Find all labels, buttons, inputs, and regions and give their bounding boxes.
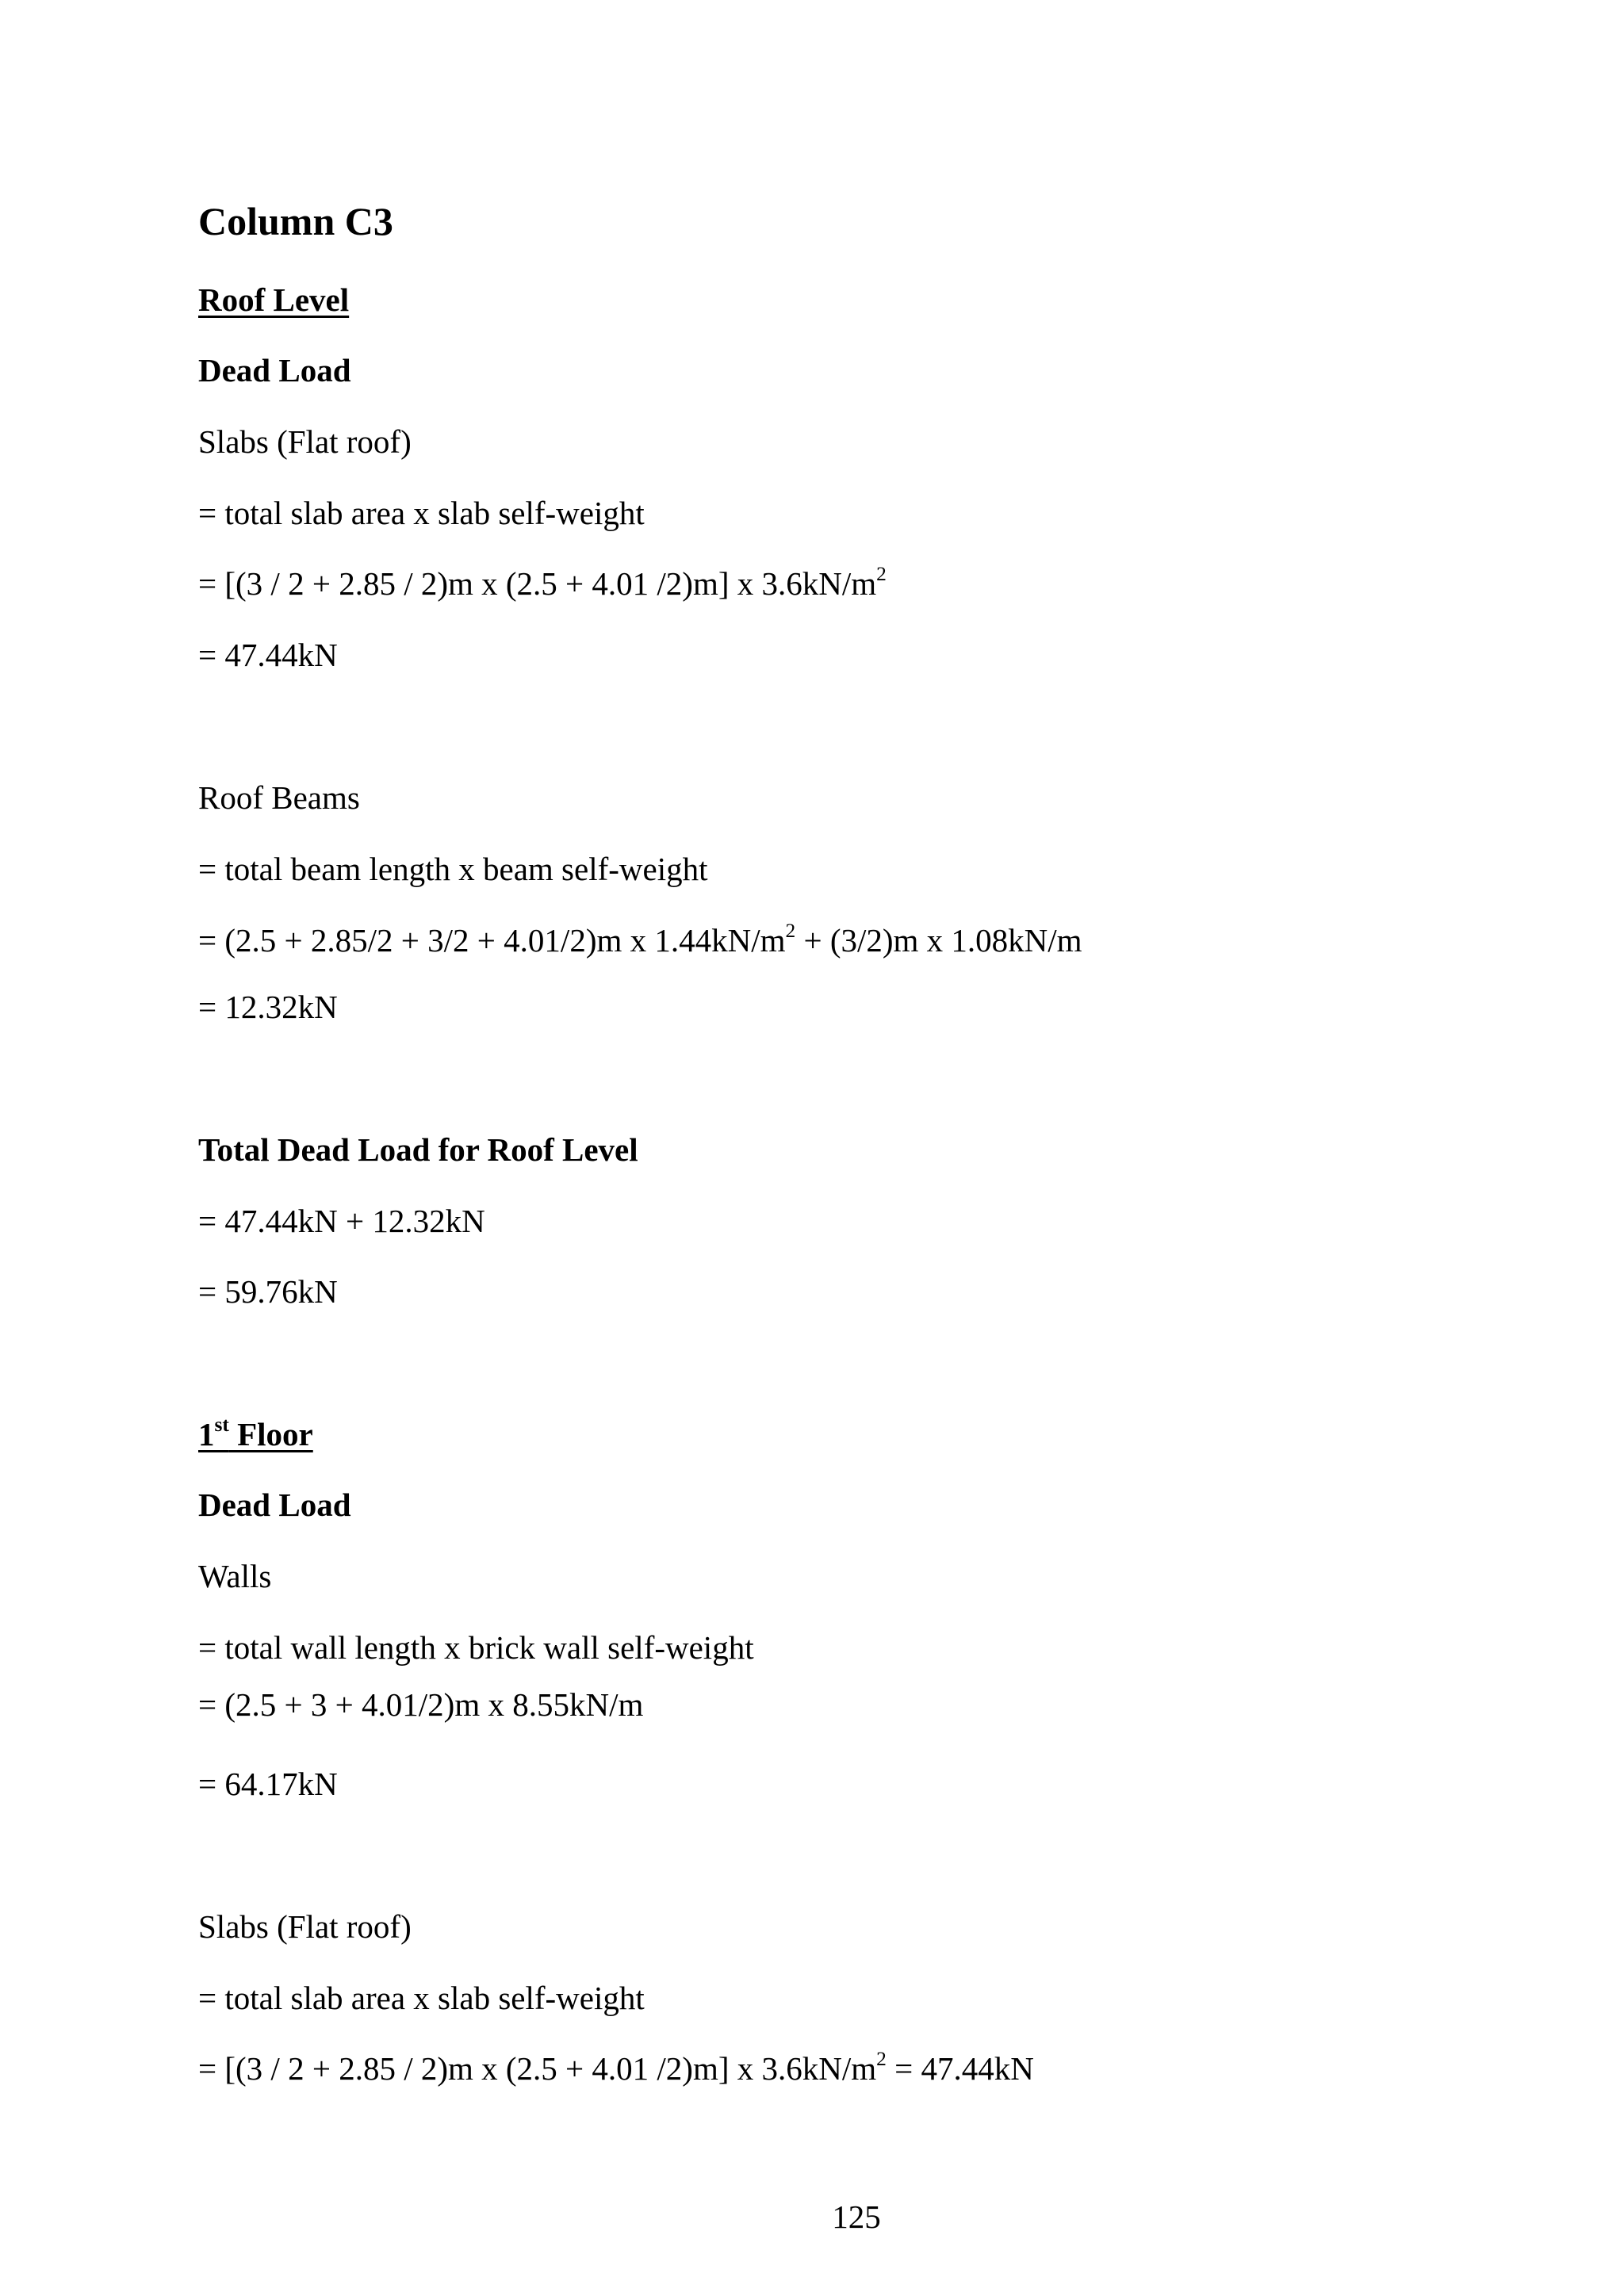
section-heading-first-floor: 1st Floor [198,1414,313,1452]
subheading-dead-load: Dead Load [198,1487,351,1523]
result-line: = 64.17kN [198,1766,338,1802]
superscript: 2 [785,920,796,943]
page-number: 125 [832,2198,881,2235]
result-line: = 59.76kN [198,1273,338,1310]
section-heading-roof-level: Roof Level [198,281,350,318]
item-label-slabs: Slabs (Flat roof) [198,1908,412,1945]
subheading-dead-load: Dead Load [198,352,351,388]
calculation-line: = (2.5 + 3 + 4.01/2)m x 8.55kN/m [198,1686,644,1723]
item-label-slabs: Slabs (Flat roof) [198,423,412,460]
calculation-line: = [(3 / 2 + 2.85 / 2)m x (2.5 + 4.01 /2)m] x $3.6kN/m^2 = 47.44kN$ [198,2048,1034,2087]
formula-line: = total slab area x slab self-weight [198,495,645,531]
subheading-total-dead-load: Total Dead Load for Roof Level [198,1131,638,1168]
calculation-line: = 47.44kN + 12.32kN [198,1203,485,1239]
calculation-line: = [(3 / 2 + 2.85 / 2)m x (2.5 + 4.01 /2)m] x $3.6kN/m^2$ [198,563,887,602]
superscript: 2 [876,563,887,586]
result-line: = 47.44kN [198,637,338,673]
calculation-line: = (2.5 + 2.85/2 + 3/2 + 4.01/2)m x $1.44kN/m^2 + (3/2)m$ x 1.08kN/m [198,920,1082,959]
superscript: 2 [876,2048,887,2071]
item-label-walls: Walls [198,1558,272,1594]
formula-line: = total slab area x slab self-weight [198,1980,645,2016]
formula-line: = total beam length x beam self-weight [198,851,708,887]
page-title: Column C3 [198,199,393,243]
superscript: st [214,1414,229,1437]
formula-line: = total wall length x brick wall self-weight [198,1629,754,1666]
item-label-roof-beams: Roof Beams [198,779,360,816]
result-line: = 12.32kN [198,989,338,1025]
